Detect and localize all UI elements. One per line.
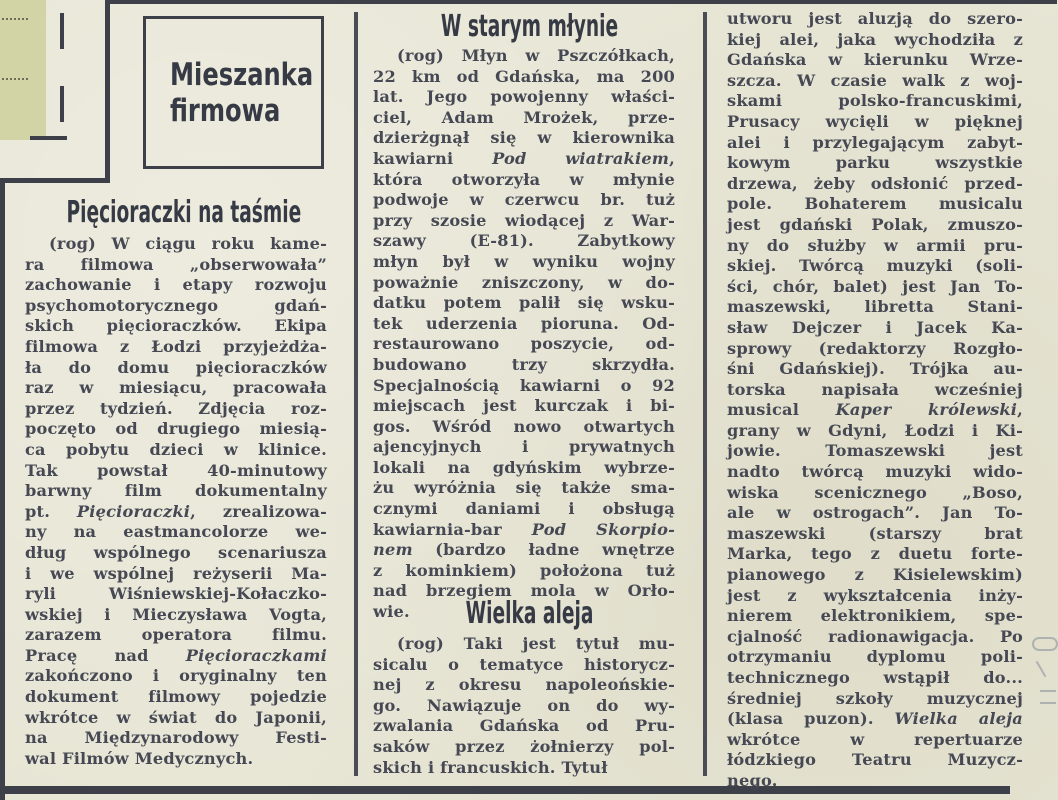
text-line: saków przez żołnierzy pol- bbox=[373, 736, 675, 756]
text-line: podwoje w czerwcu br. tuż bbox=[373, 190, 675, 210]
text-line: kawiarni Pod wiatrakiem, bbox=[373, 148, 675, 168]
headline-text: Wielka aleja bbox=[465, 596, 594, 631]
text-line: jest gdański Polak, zmuszo- bbox=[727, 214, 1023, 234]
text-line: cznymi daniami i obsługą bbox=[373, 499, 675, 519]
text-line: Tak powstał 40-minutowy bbox=[25, 460, 327, 480]
text-line: młyn był w wyniku wojny bbox=[373, 251, 675, 271]
text-line: cjalność radionawigacja. Po bbox=[727, 626, 1023, 646]
text-line: technicznego wstąpił do... bbox=[727, 668, 1023, 687]
text-line: ajencyjnych i prywatnych bbox=[373, 437, 675, 457]
text-line: (rog) Młyn w Pszczółkach, bbox=[397, 46, 675, 65]
text-line: sław Dejczer i Jacek Ka- bbox=[727, 317, 1023, 337]
text-line: nierem elektronikiem, spe- bbox=[727, 606, 1023, 626]
text-line: dług wspólnego scenariusza bbox=[25, 542, 327, 562]
article-body-pieciroaczki bbox=[25, 234, 327, 769]
text-line: jest z wykształcenia inży- bbox=[727, 585, 1023, 605]
text-line: na Międzynarodowy Festi- bbox=[25, 728, 327, 748]
text-line: maszewski, libretta Stani- bbox=[727, 297, 1023, 317]
text-line: kiej alei, jaka wychodziła z bbox=[727, 29, 1023, 49]
text-line: skich pięcioraczków. Ekipa bbox=[25, 316, 327, 336]
text-line: nej z okresu napoleońskie- bbox=[373, 675, 675, 695]
text-line: i we wspólnej reżyserii Ma- bbox=[25, 563, 327, 583]
text-line: kowym parku wszystkie bbox=[727, 153, 1023, 173]
text-line: szawy (E-81). Zabytkowy bbox=[373, 231, 675, 251]
text-line: Pracę nad Pięcioraczkami bbox=[25, 645, 327, 665]
column-divider bbox=[703, 12, 707, 776]
column-divider bbox=[354, 12, 358, 776]
text-line: go. Nawiązuje on do wy- bbox=[373, 695, 675, 715]
text-line: wskiej i Mieczysława Vogta, bbox=[25, 604, 327, 624]
text-line: maszewski (starszy brat bbox=[727, 523, 1023, 543]
text-line: zwalania Gdańska od Pru- bbox=[373, 716, 675, 736]
headline-text: Pięcioraczki na taśmie bbox=[66, 195, 302, 230]
text-line: gos. Wśród nowo otwartych bbox=[373, 416, 675, 436]
frame-rule-top bbox=[107, 0, 1057, 4]
text-line: wal Filmów Medycznych. bbox=[25, 748, 254, 768]
section-title-box bbox=[143, 16, 324, 169]
text-line: nego. bbox=[727, 770, 778, 790]
text-line: filmowa z Łodzi przyjeżdża- bbox=[25, 336, 327, 356]
text-line: nem (bardzo ładne wnętrze bbox=[373, 540, 675, 560]
text-line: grany w Gdyni, Łodzi i Ki- bbox=[727, 420, 1023, 440]
text-line: ła do domu pięcioraczków bbox=[25, 357, 327, 377]
text-line: wiska scenicznego „Boso, bbox=[727, 482, 1023, 502]
text-line: sicalu o tematyce historycz- bbox=[373, 654, 675, 674]
text-line: ny na eastmancolorze we- bbox=[25, 522, 327, 542]
dotted-leader bbox=[2, 78, 28, 80]
pencil-mark bbox=[1040, 690, 1056, 704]
text-line: musical Kaper królewski, bbox=[727, 400, 1024, 420]
rule-mark bbox=[60, 86, 64, 122]
text-line: wkrótce w świat do Japonii, bbox=[25, 707, 327, 727]
text-line: skiej. Twórcą muzyki (soli- bbox=[727, 256, 1023, 276]
text-line: ale w ostrogach”. Jan To- bbox=[727, 503, 1023, 523]
text-line: (rog) W ciągu roku kame- bbox=[49, 234, 327, 253]
article-headline bbox=[66, 195, 302, 230]
text-line: (rog) Taki jest tytuł mu- bbox=[397, 634, 675, 653]
text-line: utworu jest aluzją do szero- bbox=[727, 9, 1023, 28]
text-line: wkrótce w repertuarze bbox=[727, 729, 1023, 749]
text-line: Prusacy wycięli w pięknej bbox=[727, 111, 1023, 131]
text-line: miejscach jest kurczak i bi- bbox=[373, 396, 675, 416]
frame-rule-horizontal bbox=[0, 178, 110, 183]
text-line: ra filmowa „obserwowała” bbox=[25, 254, 327, 274]
text-line: otrzymaniu dyplomu poli- bbox=[727, 647, 1023, 667]
text-line: ryli Wiśniewskiej-Kołaczko- bbox=[25, 584, 327, 604]
text-line: datku potem palił się wsku- bbox=[373, 293, 675, 313]
text-line: skami polsko-francuskimi, bbox=[727, 91, 1023, 111]
text-line: wie. bbox=[373, 602, 410, 622]
dotted-leader bbox=[2, 18, 28, 20]
neighbor-article-fragment bbox=[0, 0, 46, 140]
text-line: nadto twórcą muzyki wido- bbox=[727, 462, 1023, 482]
text-line: jowie. Tomaszewski jest bbox=[727, 441, 1023, 461]
pencil-mark bbox=[1032, 637, 1058, 651]
text-line: poważnie zniszczony, w do- bbox=[373, 272, 675, 292]
text-line: 22 km od Gdańska, ma 200 bbox=[373, 66, 675, 86]
text-line: alei i przylegającym zabyt- bbox=[727, 132, 1023, 152]
text-line: z kominkiem) położona tuż bbox=[373, 560, 675, 580]
rule-mark bbox=[60, 13, 64, 49]
article-body-aleja-continued bbox=[727, 9, 1023, 792]
text-line: Gdańska w kierunku Wrze- bbox=[727, 50, 1023, 70]
article-body-aleja bbox=[373, 634, 675, 778]
text-line: przez tydzień. Zdjęcia roz- bbox=[25, 398, 327, 418]
text-line: raz w miesiącu, pracowała bbox=[25, 378, 327, 398]
text-line: pole. Bohaterem musicalu bbox=[727, 194, 1023, 214]
text-line: tek uderzenia pioruna. Od- bbox=[373, 313, 675, 333]
text-line: barwny film dokumentalny bbox=[25, 481, 327, 501]
text-line: dokument filmowy pojedzie bbox=[25, 687, 327, 707]
text-line: zachowanie i etapy rozwoju bbox=[25, 275, 327, 295]
article-body-mlyn bbox=[373, 46, 675, 623]
text-line: nad brzegiem mola w Orło- bbox=[373, 581, 675, 601]
frame-rule-vertical bbox=[105, 0, 110, 183]
text-line: ny do służby w armii pru- bbox=[727, 235, 1023, 255]
text-line: śni Gdańskiej). Trójka au- bbox=[727, 359, 1023, 379]
text-line: budowano trzy skrzydła. bbox=[373, 354, 675, 374]
text-line: Specjalnością kawiarni o 92 bbox=[373, 375, 675, 395]
text-line: szcza. W czasie walk z woj- bbox=[727, 70, 1023, 90]
text-line: zarazem operatora filmu. bbox=[25, 625, 327, 645]
text-line: zakończono i oryginalny ten bbox=[25, 666, 327, 686]
article-headline bbox=[423, 10, 637, 44]
text-line: ciel, Adam Mrożek, prze- bbox=[373, 107, 675, 127]
headline-text: W starym młynie bbox=[440, 9, 619, 44]
section-title-text: Mieszanka firmowa bbox=[170, 57, 314, 129]
rule-mark bbox=[30, 136, 67, 140]
section-title bbox=[170, 57, 313, 129]
text-line: poczęto od drugiego miesią- bbox=[25, 419, 327, 439]
text-line: lokali na gdyńskim wybrze- bbox=[373, 457, 675, 477]
text-line: restaurowano poszycie, od- bbox=[373, 334, 675, 354]
text-line: która otworzyła w młynie bbox=[373, 169, 675, 189]
text-line: kawiarnia-bar Pod Skorpio- bbox=[373, 519, 675, 539]
text-line: łódzkiego Teatru Muzycz- bbox=[727, 750, 1023, 770]
text-line: drzewa, żeby odsłonić przed- bbox=[727, 173, 1023, 193]
frame-rule-left bbox=[0, 178, 5, 800]
text-line: ści, chór, balet) jest Jan To- bbox=[727, 276, 1023, 296]
text-line: średniej szkoły muzycznej bbox=[727, 688, 1023, 708]
text-line: sprowy (redaktorzy Rozgło- bbox=[727, 338, 1023, 358]
text-line: lat. Jego powojenny właści- bbox=[373, 87, 675, 107]
text-line: Marka, tego z duetu forte- bbox=[727, 544, 1023, 564]
text-line: przy szosie wiodącej z War- bbox=[373, 210, 675, 230]
text-line: torska napisała wcześniej bbox=[727, 379, 1023, 399]
article-headline bbox=[423, 597, 637, 631]
text-line: psychomotorycznego gdań- bbox=[25, 295, 327, 315]
text-line: ca pobytu dzieci w klinice. bbox=[25, 439, 327, 459]
text-line: pt. Pięcioraczki, zrealizowa- bbox=[25, 501, 327, 521]
text-line: żu wyróżnia się także sma- bbox=[373, 478, 675, 498]
text-line: dzierżgnął się w kierownika bbox=[373, 128, 675, 148]
text-line: (klasa puzon). Wielka aleja bbox=[727, 709, 1023, 729]
text-line: pianowego z Kisielewskim) bbox=[727, 565, 1023, 585]
text-line: skich i francuskich. Tytuł bbox=[373, 757, 608, 777]
